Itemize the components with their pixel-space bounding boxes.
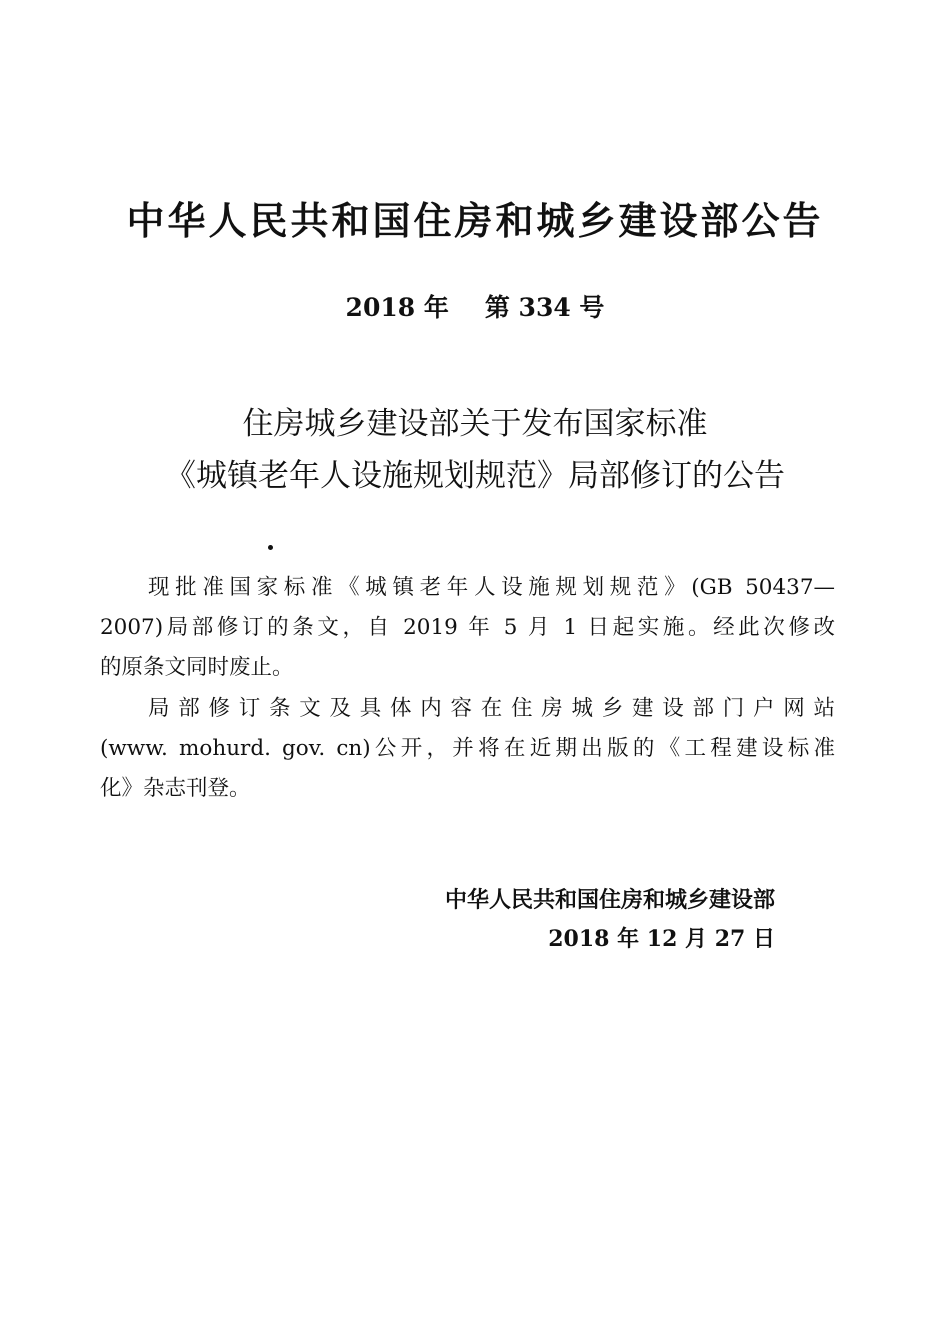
paragraph-2-line-3: 化》杂志刊登。 [100,776,251,801]
signature-issuer: 中华人民共和国住房和城乡建设部 [444,888,775,913]
subject-line-1: 住房城乡建设部关于发布国家标准 [242,406,708,442]
paragraph-2-line-2: (www. mohurd. gov. cn)公开，并将在近期出版的《工程建设标准 [100,736,835,761]
announcement-year: 2018 年 [345,293,449,322]
announcement-serial: 第 334 号 [484,293,605,322]
stray-mark-dot [268,545,273,550]
page-title: 中华人民共和国住房和城乡建设部公告 [126,199,824,243]
subject-line-2: 《城镇老年人设施规划规范》局部修订的公告 [165,458,785,494]
paragraph-1-line-1: 现批准国家标准《城镇老年人设施规划规范》(GB 50437— [148,575,835,600]
paragraph-2-line-1: 局部修订条文及具体内容在住房城乡建设部门户网站 [148,696,835,721]
signature-date: 2018 年 12 月 27 日 [548,926,775,952]
announcement-number [0,288,950,324]
paragraph-1-line-2: 2007)局部修订的条文，自 2019 年 5 月 1 日起实施。经此次修改 [100,615,835,640]
paragraph-1-line-3: 的原条文同时废止。 [100,655,294,680]
